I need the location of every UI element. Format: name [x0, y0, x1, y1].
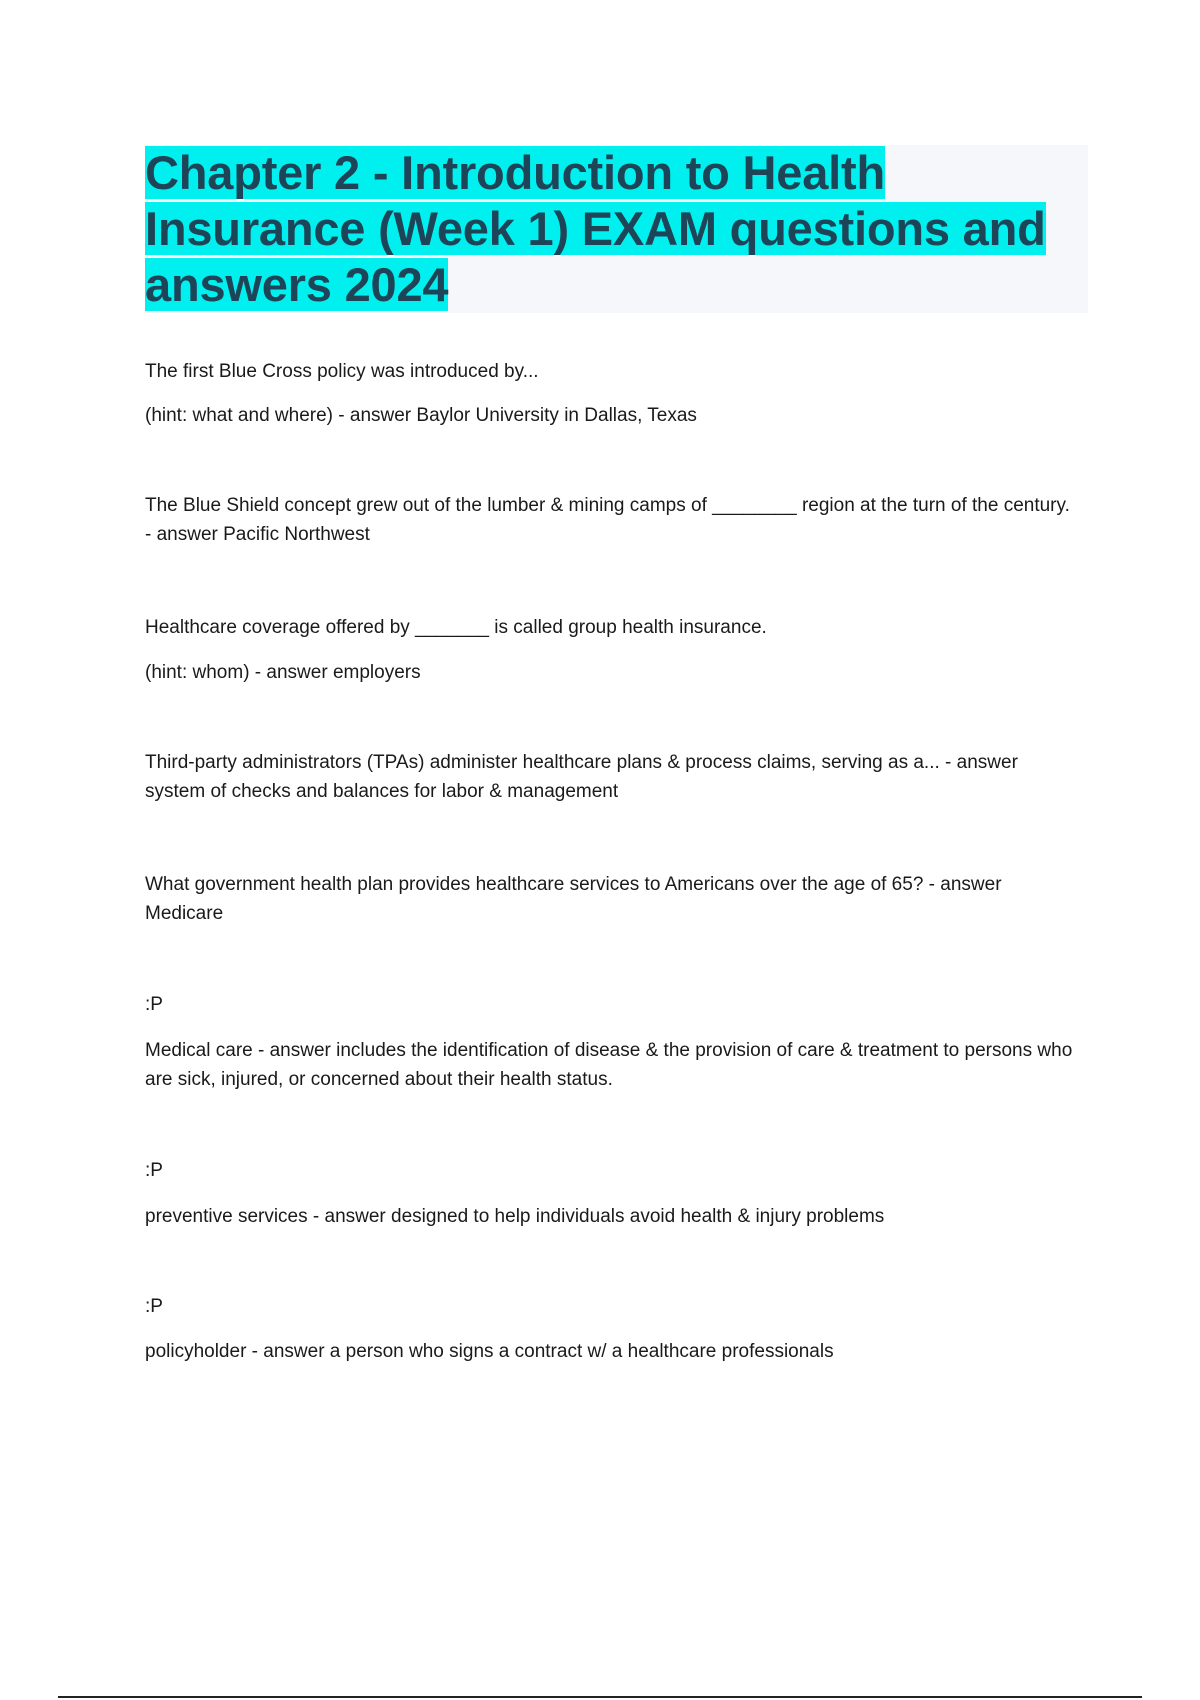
- question-1-answer: (hint: what and where) - answer Baylor University in Dallas, Texas: [145, 405, 697, 426]
- question-3-text: Healthcare coverage offered by _______ is called group health insurance.: [145, 617, 767, 638]
- document-title: [145, 145, 1088, 313]
- separator-marker: :P: [145, 1160, 163, 1181]
- title-block: [145, 145, 1088, 313]
- question-5-text: What government health plan provides healthcare services to Americans over the age of 65? - answer Medicare: [145, 874, 1002, 924]
- footer-divider: [58, 1696, 1142, 1698]
- question-3-answer: (hint: whom) - answer employers: [145, 662, 421, 683]
- title-line-2: Insurance (Week 1) EXAM questions and: [145, 202, 1046, 255]
- question-2-text: The Blue Shield concept grew out of the lumber & mining camps of ________ region at the turn of the century. - answer Pacific Northwest: [145, 495, 1070, 545]
- question-6-text: Medical care - answer includes the identification of disease & the provision of care & treatment to persons who are sick, injured, or concerned about their health status.: [145, 1040, 1073, 1090]
- title-line-3: answers 2024: [145, 258, 449, 311]
- question-4-text: Third-party administrators (TPAs) administer healthcare plans & process claims, serving as a... - answer system of checks and balances for labor & management: [145, 752, 1018, 802]
- question-1-text: The first Blue Cross policy was introduced by...: [145, 361, 539, 382]
- question-7-text: preventive services - answer designed to help individuals avoid health & injury problems: [145, 1206, 885, 1227]
- separator-marker: :P: [145, 994, 163, 1015]
- question-8-text: policyholder - answer a person who signs a contract w/ a healthcare professionals: [145, 1341, 834, 1362]
- separator-marker: :P: [145, 1296, 163, 1317]
- title-line-1: Chapter 2 - Introduction to Health: [145, 146, 885, 199]
